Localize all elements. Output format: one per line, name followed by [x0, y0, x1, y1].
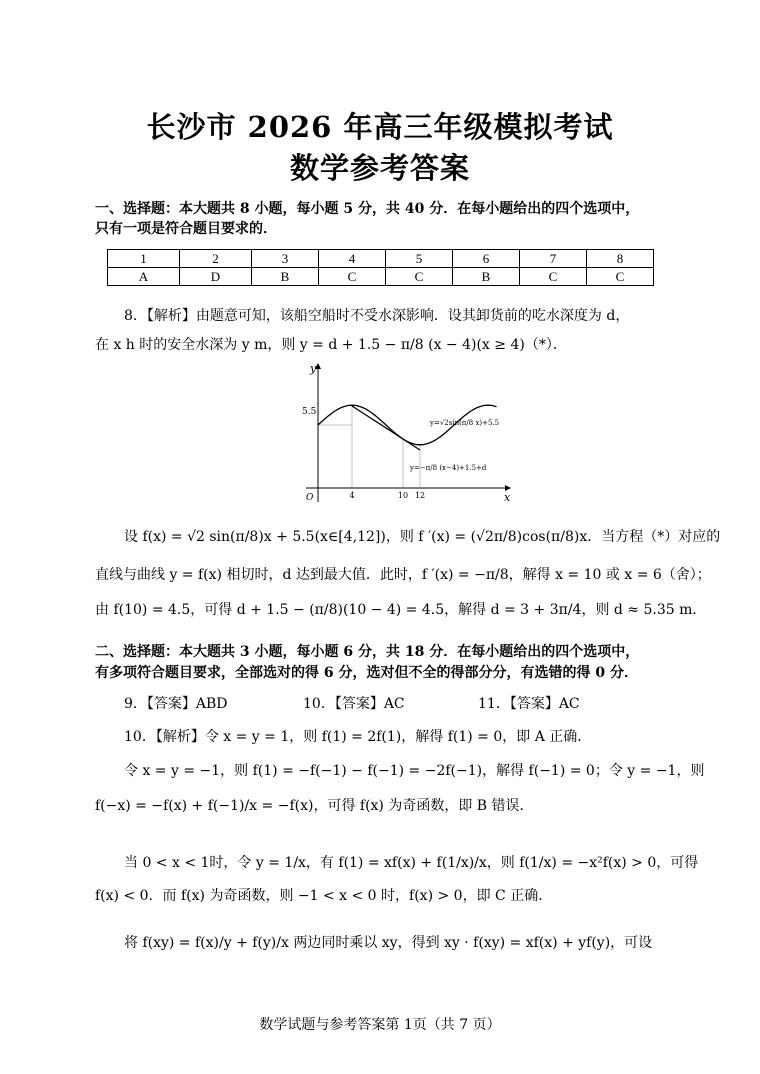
origin-label: O	[306, 493, 314, 503]
answer-choice: C	[318, 268, 385, 286]
y-tick-label: 5.5	[302, 407, 317, 417]
answer-choice: B	[452, 268, 519, 286]
tangent-line-label: y=−π/8 (x−4)+1.5+d	[410, 464, 487, 472]
section1-heading-line2: 只有一项是符合题目要求的．	[95, 221, 277, 237]
q11-answer: 11．【答案】AC	[478, 696, 580, 712]
q10-answer: 10．【答案】AC	[303, 696, 405, 712]
answer-number: 8	[586, 250, 653, 268]
x-tick-labels	[349, 491, 425, 500]
answer-number: 4	[318, 250, 385, 268]
x-tick-label: 4	[349, 491, 355, 500]
q9-answer: 9．【答案】ABD	[124, 696, 228, 712]
answer-number: 5	[385, 250, 452, 268]
answer-table-numbers-row	[108, 250, 654, 268]
exam-title: 长沙市 2026 年高三年级模拟考试	[146, 110, 614, 144]
q8-text-line5: 由 f(10) = 4.5，可得 d + 1.5 − (π/8)(10 − 4) = 4.5，解得 d = 3 + 3π/4，则 d ≈ 5.35 m．	[95, 602, 707, 618]
answer-choice: C	[519, 268, 586, 286]
section2-heading-line2: 有多项符合题目要求，全部选对的得 6 分，选对但不全的得部分分，有选错的得 0 分．	[95, 665, 638, 681]
answer-choice: C	[586, 268, 653, 286]
q10-text-line5: f(x) < 0．而 f(x) 为奇函数，则 −1 < x < 0 时，f(x) > 0，即 C 正确．	[95, 888, 553, 904]
q10-text-line2: 令 x = y = −1，则 f(1) = −f(−1) − f(−1) = −2f(−1)，解得 f(−1) = 0；令 y = −1，则	[124, 763, 705, 779]
x-tick-label: 12	[414, 491, 426, 500]
answer-table-answers-row	[108, 268, 654, 286]
answer-number: 6	[452, 250, 519, 268]
q8-text-line4: 直线与曲线 y = f(x) 相切时，d 达到最大值．此时，f ′(x) = −π/8，解得 x = 10 或 x = 6（舍）；	[95, 567, 711, 583]
q8-text-line1: 8．【解析】由题意可知，该船空船时不受水深影响．设其卸货前的吃水深度为 d，	[124, 308, 630, 324]
answer-choice: B	[251, 268, 318, 286]
q10-text-line4: 当 0 < x < 1时，令 y = 1/x，有 f(1) = xf(x) + f(1/x)/x，则 f(1/x) = −x²f(x) > 0，可得	[124, 855, 699, 871]
page-footer: 数学试题与参考答案第 1页（共 7 页）	[259, 1017, 501, 1033]
answer-table	[107, 249, 654, 286]
q10-text-line6: 将 f(xy) = f(x)/y + f(y)/x 两边同时乘以 xy，得到 xy · f(xy) = xf(x) + yf(y)，可设	[124, 935, 653, 951]
answer-choice: C	[385, 268, 452, 286]
exam-subtitle: 数学参考答案	[289, 151, 470, 185]
answer-choice: A	[108, 268, 180, 286]
q10-text-line1: 10．【解析】令 x = y = 1，则 f(1) = 2f(1)，解得 f(1) = 0，即 A 正确．	[124, 729, 592, 745]
x-axis-label: x	[504, 491, 511, 504]
q8-text-line2: 在 x h 时的安全水深为 y m，则 y = d + 1.5 − π/8 (x − 4)(x ≥ 4)（*）．	[95, 337, 567, 353]
q10-text-line3: f(−x) = −f(x) + f(−1)/x = −f(x)，可得 f(x) 为奇函数，即 B 错误．	[95, 798, 534, 814]
answer-number: 1	[108, 250, 180, 268]
section2-heading-line1: 二、选择题：本大题共 3 小题，每小题 6 分，共 18 分．在每小题给出的四个选项中，	[95, 644, 640, 660]
y-axis-label: y	[310, 362, 317, 375]
answer-number: 2	[179, 250, 251, 268]
tangent-line	[352, 406, 420, 450]
answer-choice: D	[179, 268, 251, 286]
section1-heading-line1: 一、选择题：本大题共 8 小题，每小题 5 分，共 40 分．在每小题给出的四个选项中，	[95, 201, 640, 217]
sine-curve-label: y=√2sin(π/8 x)+5.5	[430, 419, 500, 427]
x-tick-label: 10	[397, 491, 409, 500]
q8-text-line3: 设 f(x) = √2 sin(π/8)x + 5.5(x∈[4,12])，则 f ′(x) = (√2π/8)cos(π/8)x．当方程（*）对应的	[124, 529, 721, 545]
answer-number: 7	[519, 250, 586, 268]
answer-number: 3	[251, 250, 318, 268]
function-graph	[300, 360, 520, 505]
